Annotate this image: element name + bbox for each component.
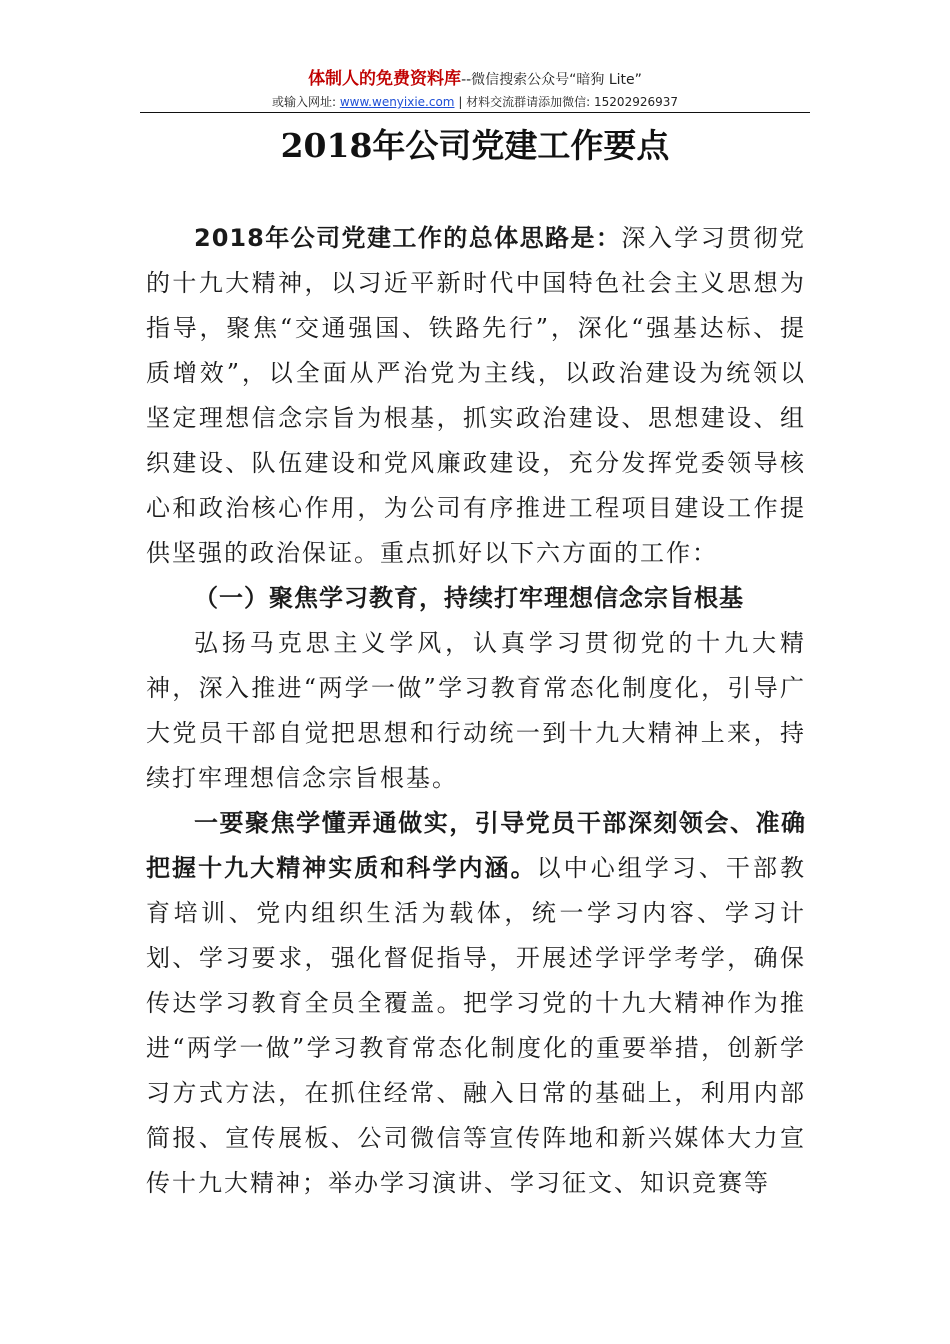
- section-1-paragraph: 弘扬马克思主义学风，认真学习贯彻党的十九大精神，深入推进“两学一做”学习教育常态化制度化，引导广大党员干部自觉把思想和行动统一到十九大精神上来，持续打牢理想信念宗旨根基。: [146, 629, 806, 792]
- wechat-note: --微信搜索公众号“暗狗 Lite”: [461, 72, 642, 88]
- section-heading-1: （一）聚焦学习教育，持续打牢理想信念宗旨根基: [194, 584, 744, 612]
- header-line-brand: [140, 68, 810, 91]
- brand-name: 体制人的免费资料库: [308, 69, 462, 89]
- document-title: 2018年公司党建工作要点: [280, 126, 670, 165]
- item-1-paragraph: [146, 801, 806, 1206]
- item-1-body: 以中心组学习、干部教育培训、党内组织生活为载体，统一学习内容、学习计划、学习要求，强化督促指导，开展述学评学考学，确保传达学习教育全员全覆盖。把学习党的十九大精神作为推进“两学一做”学习教育常态化制度化的重要举措，创新学习方式方法，在抓住经常、融入日常的基础上，利用内部简报、宣传展板、公司微信等宣传阵地和新兴媒体大力宣传十九大精神；举办学习演讲、学习征文、知识竞赛等: [146, 854, 806, 1197]
- page-header: [140, 68, 810, 111]
- contact-info: | 材料交流群请添加微信: 15202926937: [454, 95, 679, 109]
- header-divider: [140, 112, 810, 113]
- header-line-contact: [140, 93, 810, 111]
- document-body: [146, 216, 806, 1206]
- url-label: 或输入网址:: [271, 95, 340, 109]
- intro-lead: 2018年公司党建工作的总体思路是：: [194, 224, 622, 252]
- intro-paragraph: [146, 216, 806, 576]
- website-link[interactable]: www.wenyixie.com: [339, 95, 455, 109]
- item-1-bold: 一要聚焦学懂弄通做实，引导党员干部深刻领会、准确把握十九大精神实质和科学内涵。: [146, 809, 806, 882]
- intro-body: 深入学习贯彻党的十九大精神，以习近平新时代中国特色社会主义思想为指导，聚焦“交通强国、铁路先行”，深化“强基达标、提质增效”，以全面从严治党为主线，以政治建设为统领以坚定理想信念宗旨为根基，抓实政治建设、思想建设、组织建设、队伍建设和党风廉政建设，充分发挥党委领导核心和政治核心作用，为公司有序推进工程项目建设工作提供坚强的政治保证。重点抓好以下六方面的工作：: [146, 224, 807, 567]
